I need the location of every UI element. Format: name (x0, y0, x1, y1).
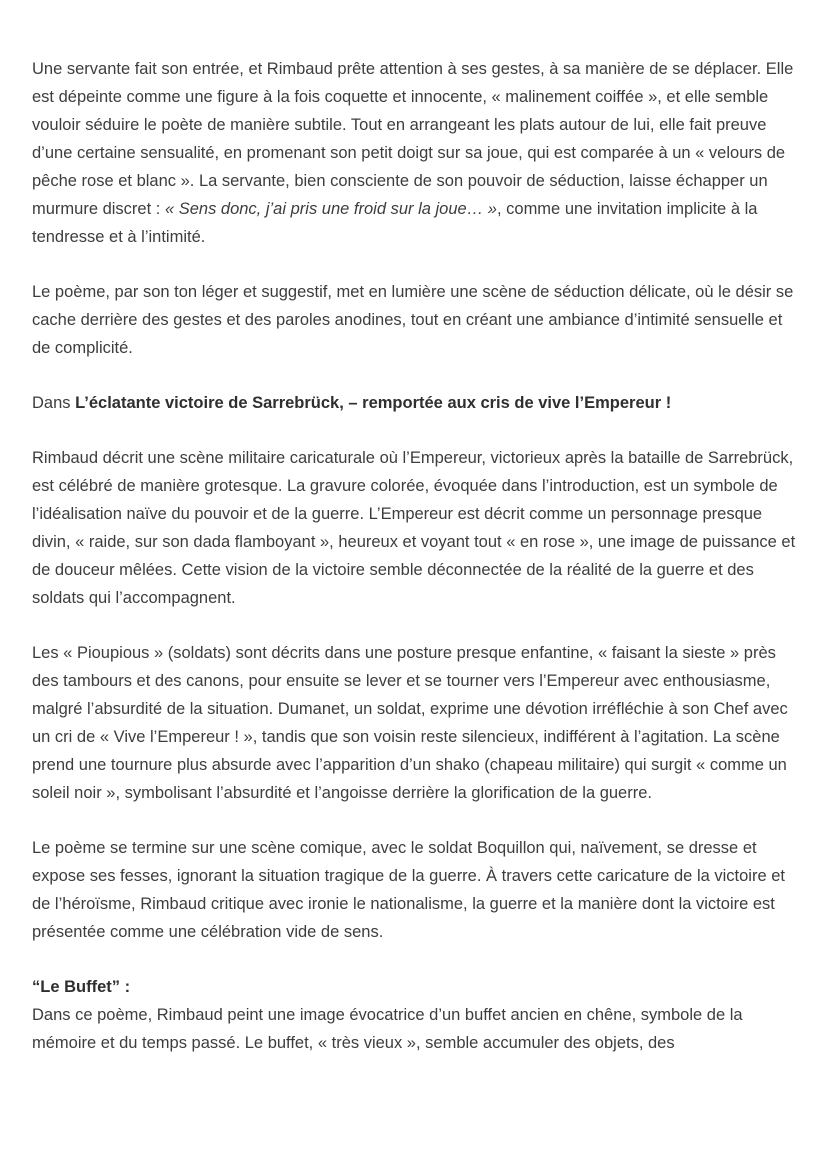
paragraph-pioupious: Les « Pioupious » (soldats) sont décrits dans une posture presque enfantine, « faisant la sieste » près des tambours et des canons, pour ensuite se lever et se tourner vers l’Empereur avec enthousiasme, malgré l’absurdité de la situation. Dumanet, un soldat, exprime une dévotion irréfléchie à son Chef avec un cri de « Vive l’Empereur ! », tandis que son voisin reste silencieux, indifférent à l’agitation. La scène prend une tournure plus absurde avec l’apparition d’un shako (chapeau militaire) qui surgit « comme un soleil noir », symbolisant l’absurdité et l’angoisse derrière la glorification de la guerre. (32, 644, 788, 802)
section-heading-buffet (32, 973, 798, 1001)
poem-title: L’éclatante victoire de Sarrebrück, – remportée aux cris de vive l’Empereur ! (75, 394, 672, 412)
quote-text: « Sens donc, j’ai pris une froid sur la joue… » (164, 200, 497, 218)
poem-title: “Le Buffet” : (32, 978, 131, 996)
paragraph-poeme-seduction: Le poème, par son ton léger et suggestif, met en lumière une scène de séduction délicate, où le désir se cache derrière des gestes et des paroles anodines, tout en créant une ambiance d’intimité sensuelle et de complicité. (32, 283, 794, 357)
paragraph-servante (32, 55, 798, 251)
paragraph-boquillon: Le poème se termine sur une scène comique, avec le soldat Boquillon qui, naïvement, se dresse et expose ses fesses, ignorant la situation tragique de la guerre. À travers cette caricature de la victoire et de l’héroïsme, Rimbaud critique avec ironie le nationalisme, la guerre et la manière dont la victoire est présentée comme une célébration vide de sens. (32, 839, 785, 941)
heading-prefix: Dans (32, 394, 76, 412)
paragraph-empereur: Rimbaud décrit une scène militaire caricaturale où l’Empereur, victorieux après la bataille de Sarrebrück, est célébré de manière grotesque. La gravure colorée, évoquée dans l’introduction, est un symbole de l’idéalisation naïve du pouvoir et de la guerre. L’Empereur est décrit comme un personnage presque divin, « raide, sur son dada flamboyant », heureux et voyant tout « en rose », une image de puissance et de douceur mêlées. Cette vision de la victoire semble déconnectée de la réalité de la guerre et des soldats qui l’accompagnent. (32, 449, 796, 607)
section-heading-sarrebruck (32, 389, 798, 417)
paragraph-buffet: Dans ce poème, Rimbaud peint une image évocatrice d’un buffet ancien en chêne, symbole de la mémoire et du temps passé. Le buffet, « très vieux », semble accumuler des objets, des (32, 1006, 743, 1052)
paragraph-text: Une servante fait son entrée, et Rimbaud prête attention à ses gestes, à sa manière de se déplacer. Elle est dépeinte comme une figure à la fois coquette et innocente, « malinement coiffée », et elle semble vouloir séduire le poète de manière subtile. Tout en arrangeant les plats autour de lui, elle fait preuve d’une certaine sensualité, en promenant son petit doigt sur sa joue, qui est comparée à un « velours de pêche rose et blanc ». La servante, bien consciente de son pouvoir de séduction, laisse échapper un murmure discret : (32, 60, 794, 218)
paragraph-text: , comme une invitation implicite à la tendresse et à l’intimité. (32, 200, 758, 246)
